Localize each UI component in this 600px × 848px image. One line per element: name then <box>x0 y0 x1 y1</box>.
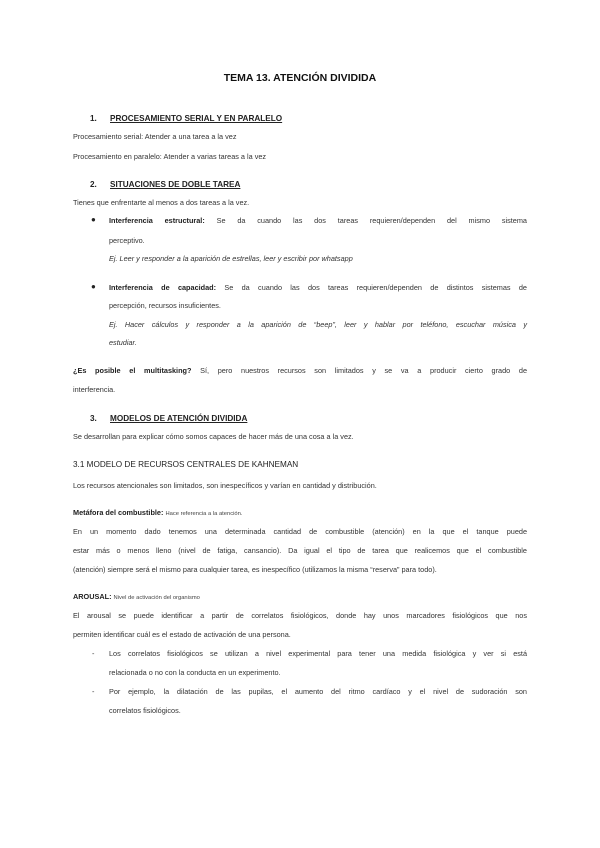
serial-line: Procesamiento serial: Atender a una tarea a la vez <box>73 132 237 141</box>
capacity-interference-line <box>109 283 527 292</box>
section-2-intro: Tienes que enfrentarte al menos a dos tareas a la vez. <box>73 198 250 207</box>
section-3-title: MODELOS DE ATENCIÓN DIVIDIDA <box>110 414 248 423</box>
structural-interference-text: Se da cuando las dos tareas requieren/dependen del mismo sistema <box>216 216 527 225</box>
fuel-paragraph-line-3: (atención) siempre será el mismo para cualquier tarea, es inespecífico (utilizamos la misma “reserva” para todo). <box>73 565 437 574</box>
bullet-icon: ● <box>91 282 96 291</box>
multitasking-term: ¿Es posible el multitasking? <box>73 366 192 375</box>
section-3-1-heading: 3.1 MODELO DE RECURSOS CENTRALES DE KAHNEMAN <box>73 460 299 469</box>
capacity-interference-term: Interferencia de capacidad: <box>109 283 217 292</box>
arousal-paragraph-line-1: El arousal se puede identificar a partir de correlatos fisiológicos, donde hay unos marcadores fisiológicos que nos <box>73 611 527 620</box>
multitasking-cont: interferencia. <box>73 385 116 394</box>
structural-interference-term: Interferencia estructural: <box>109 216 205 225</box>
arousal-note: Nivel de activación del organismo <box>113 595 200 601</box>
capacity-interference-text: Se da cuando las dos tareas requieren/dependen de distintos sistemas de <box>224 283 527 292</box>
section-2-number: 2. <box>90 180 97 189</box>
capacity-interference-example-cont: estudiar. <box>109 338 137 347</box>
section-3-number: 3. <box>90 414 97 423</box>
example-line-1: Por ejemplo, la dilatación de las pupilas, el aumento del ritmo cardíaco y el nivel de sudoración son <box>109 687 527 696</box>
section-3-intro: Se desarrollan para explicar cómo somos capaces de hacer más de una cosa a la vez. <box>73 432 354 441</box>
arousal-term: AROUSAL: <box>73 592 112 601</box>
page-title: TEMA 13. ATENCIÓN DIVIDIDA <box>223 72 377 84</box>
arousal-paragraph-line-2: permiten identificar cuál es el estado de activación de una persona. <box>73 630 291 639</box>
structural-interference-cont: perceptivo. <box>109 236 145 245</box>
structural-interference-line <box>109 216 527 225</box>
dash-marker: - <box>92 687 95 696</box>
section-1-number: 1. <box>90 114 97 123</box>
section-2-title: SITUACIONES DE DOBLE TAREA <box>110 180 241 189</box>
example-line-2: correlatos fisiológicos. <box>109 706 181 715</box>
parallel-line: Procesamiento en paralelo: Atender a varias tareas a la vez <box>73 152 267 161</box>
section-2-heading <box>90 180 240 189</box>
structural-interference-example: Ej. Leer y responder a la aparición de estrellas, leer y escribir por whatsapp <box>109 254 353 263</box>
section-1-heading <box>90 114 282 123</box>
fuel-paragraph-line-1: En un momento dado tenemos una determinada cantidad de combustible (atención) en la que el tanque puede <box>73 527 527 536</box>
capacity-interference-cont: percepción, recursos insuficientes. <box>109 301 221 310</box>
resources-line: Los recursos atencionales son limitados, son inespecíficos y varían en cantidad y distribución. <box>73 481 377 490</box>
multitasking-text: Sí, pero nuestros recursos son limitados y se va a producir cierto grado de <box>200 366 528 375</box>
fuel-metaphor-term: Metáfora del combustible: <box>73 508 164 517</box>
bullet-icon: ● <box>91 215 96 224</box>
section-1-title: PROCESAMIENTO SERIAL Y EN PARALELO <box>110 114 283 123</box>
multitasking-question <box>73 366 527 375</box>
fuel-metaphor-note: Hace referencia a la atención. <box>165 511 243 517</box>
correlates-line-2: relacionada o no con la conducta en un experimento. <box>109 668 281 677</box>
capacity-interference-example: Ej. Hacer cálculos y responder a la aparición de “beep”, leer y hablar por teléfono, escuchar música y <box>109 320 527 329</box>
fuel-metaphor-line <box>73 508 242 517</box>
section-3-heading <box>90 414 247 423</box>
fuel-paragraph-line-2: estar más o menos lleno (nivel de fatiga, cansancio). Da igual el tipo de tarea que realicemos que el combustible <box>73 546 527 555</box>
correlates-line-1: Los correlatos fisiológicos se utilizan a nivel experimental para tener una medida fisiológica y ver si está <box>109 649 527 658</box>
arousal-line <box>73 592 200 601</box>
dash-marker: - <box>92 649 95 658</box>
